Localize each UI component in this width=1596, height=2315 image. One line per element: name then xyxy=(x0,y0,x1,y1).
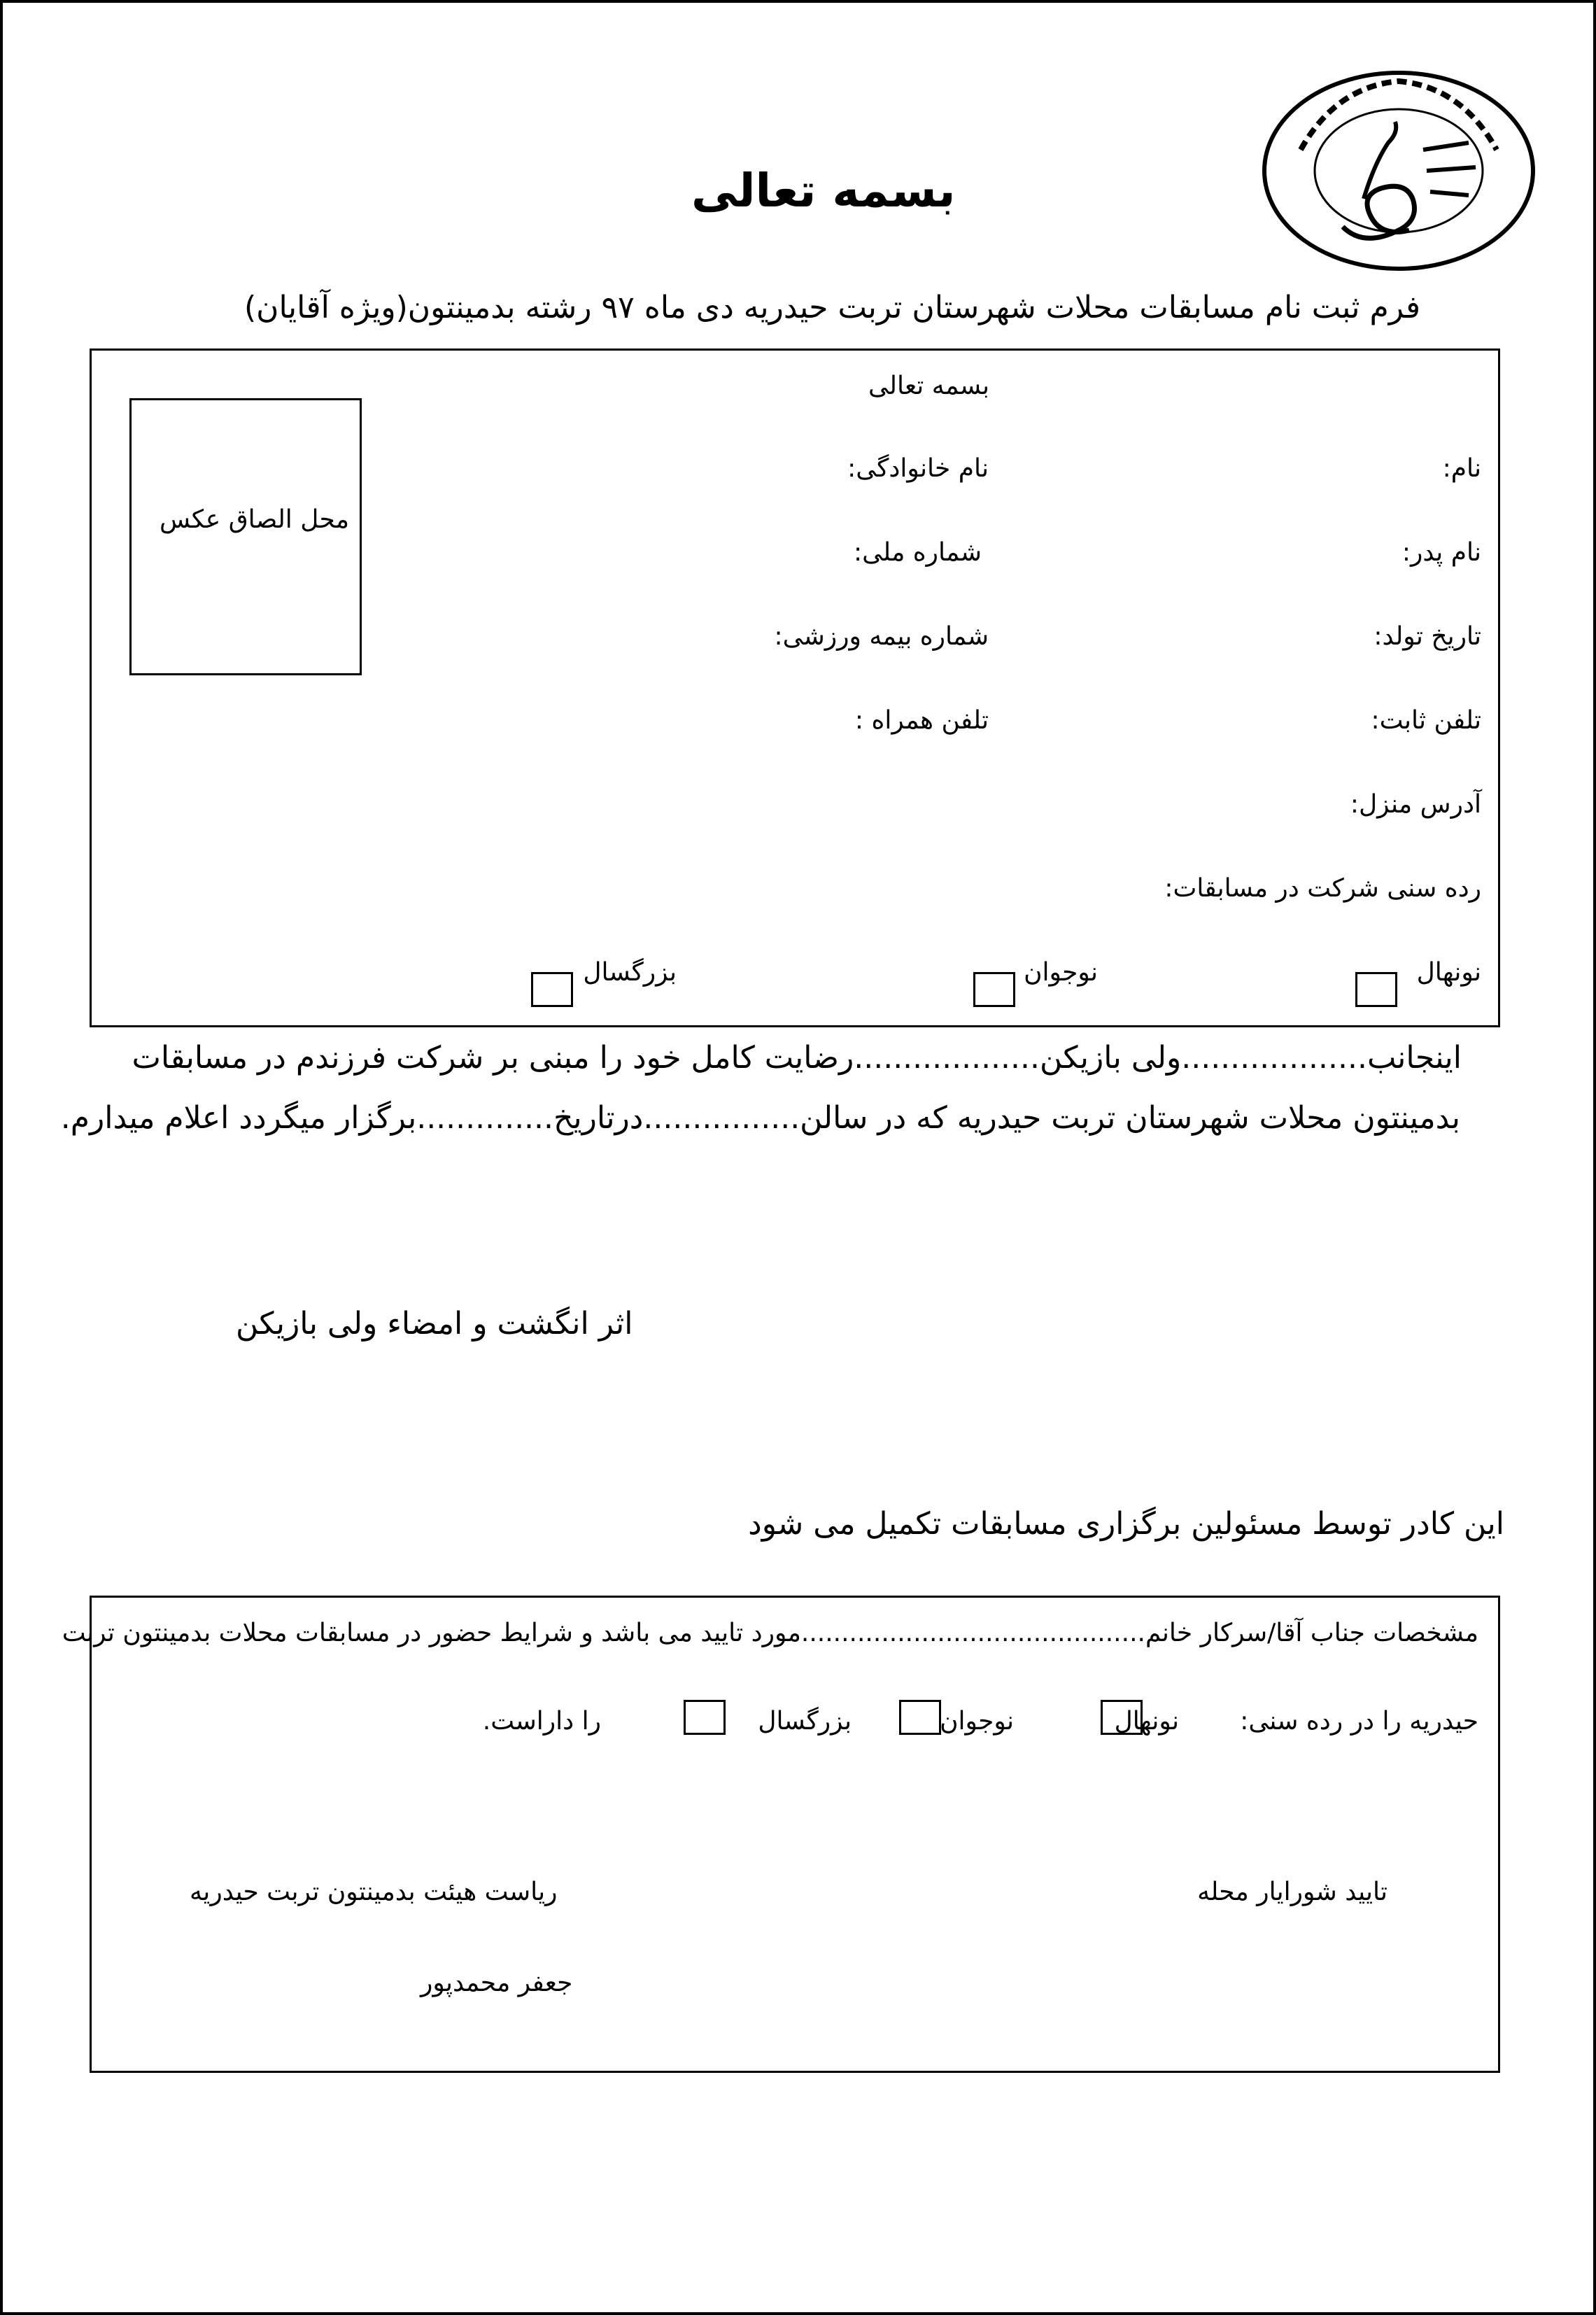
federation-head-title: ریاست هیئت بدمینتون تربت حیدریه xyxy=(190,1878,558,1906)
officials-age-label-teen: نوجوان xyxy=(940,1707,1014,1736)
registration-box xyxy=(90,349,1500,1027)
age-group-label: رده سنی شرکت در مسابقات: xyxy=(1164,874,1481,903)
age-option-label-child: نونهال xyxy=(1416,958,1481,987)
form-title: فرم ثبت نام مسابقات محلات شهرستان تربت حیدریه دی ماه ۹۷ رشته بدمینتون(ویژه آقایان) xyxy=(244,290,1421,325)
age-option-label-teen: نوجوان xyxy=(1024,958,1098,987)
age-option-label-adult: بزرگسال xyxy=(583,958,677,987)
council-approval-label: تایید شورایار محله xyxy=(1197,1878,1387,1906)
address-label: آدرس منزل: xyxy=(1350,790,1481,819)
officials-note: این کادر توسط مسئولین برگزاری مسابقات تکمیل می شود xyxy=(748,1506,1504,1542)
age-option-adult-checkbox[interactable] xyxy=(531,972,573,1007)
officials-age-label-child: نونهال xyxy=(1114,1707,1179,1736)
father-name-label: نام پدر: xyxy=(1401,538,1481,567)
birth-date-label: تاریخ تولد: xyxy=(1373,622,1481,651)
officials-age-label-adult: بزرگسال xyxy=(758,1707,852,1736)
age-option-child-checkbox[interactable] xyxy=(1355,972,1397,1007)
mobile-label: تلفن همراه : xyxy=(854,706,989,735)
approval-line-2-suffix: را داراست. xyxy=(482,1707,601,1736)
guardian-signature-label: اثر انگشت و امضاء ولی بازیکن xyxy=(236,1306,633,1342)
seal-stamp-icon xyxy=(1259,66,1539,276)
consent-line-2: بدمینتون محلات شهرستان تربت حیدریه که در سالن................درتاریخ..............برگزار میگردد اعلام میدارم. xyxy=(60,1100,1460,1136)
federation-head-name: جعفر محمدپور xyxy=(421,1969,573,1997)
page-title: بسمه تعالی xyxy=(691,164,956,218)
box-heading: بسمه تعالی xyxy=(868,372,990,400)
approval-line-2-prefix: حیدریه را در رده سنی: xyxy=(1240,1707,1478,1736)
photo-placeholder xyxy=(129,398,362,675)
first-name-label: نام: xyxy=(1442,454,1481,483)
insurance-no-label: شماره بیمه ورزشی: xyxy=(774,622,989,651)
officials-age-child-checkbox[interactable] xyxy=(1101,1700,1143,1735)
last-name-label: نام خانوادگی: xyxy=(847,454,989,483)
landline-label: تلفن ثابت: xyxy=(1371,706,1481,735)
consent-line-1: اینجانب...................ولی بازیکن...................رضایت کامل خود را مبنی بر شرکت فرزندم در مسابقات xyxy=(132,1040,1462,1076)
photo-placeholder-label: محل الصاق عکس xyxy=(160,505,350,534)
officials-age-teen-checkbox[interactable] xyxy=(899,1700,941,1735)
officials-box xyxy=(62,1596,1500,2073)
officials-age-adult-checkbox[interactable] xyxy=(684,1700,726,1735)
age-option-teen-checkbox[interactable] xyxy=(973,972,1015,1007)
approval-line-1: مشخصات جناب آقا/سرکار خانم...........................................مورد تایید می باشد و شرایط حضور در مسابقات محلات بدمینتون تربت xyxy=(62,1619,1478,1647)
national-id-label: شماره ملی: xyxy=(854,538,982,567)
